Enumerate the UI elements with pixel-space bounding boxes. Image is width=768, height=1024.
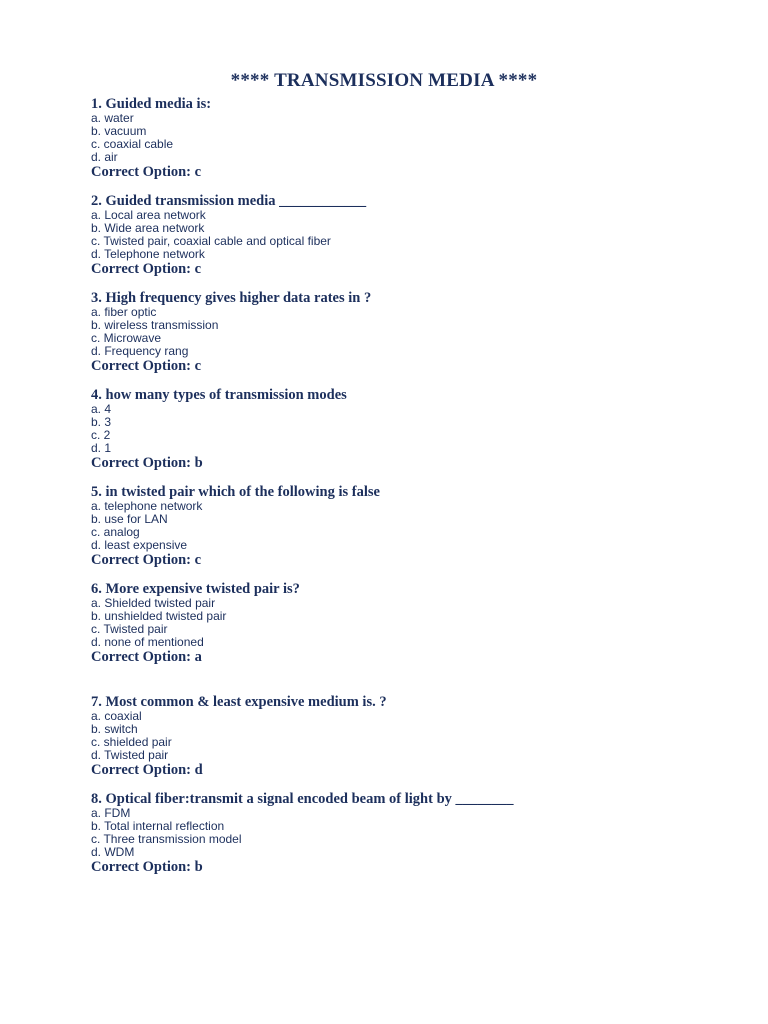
options-list [91, 403, 731, 455]
option-item: d. WDM [91, 845, 135, 859]
option-item: c. shielded pair [91, 735, 172, 749]
options-list [91, 807, 731, 859]
correct-option: Correct Option: d [91, 762, 203, 778]
correct-option: Correct Option: c [91, 164, 202, 180]
option-item: b. unshielded twisted pair [91, 609, 227, 623]
option-item: a. FDM [91, 806, 131, 820]
question-text: 5. in twisted pair which of the following is false [91, 484, 380, 500]
question-block [91, 290, 731, 374]
options-list [91, 597, 731, 649]
question-block [91, 694, 731, 778]
options-list [91, 306, 731, 358]
correct-option: Correct Option: b [91, 859, 203, 875]
question-text: 1. Guided media is: [91, 96, 212, 112]
question-text: 7. Most common & least expensive medium is. ? [91, 694, 387, 710]
question-block [91, 791, 731, 875]
question-block [91, 581, 731, 665]
question-block [91, 96, 731, 180]
option-item: b. use for LAN [91, 512, 168, 526]
option-item: c. Twisted pair, coaxial cable and optical fiber [91, 234, 331, 248]
option-item: a. 4 [91, 402, 112, 416]
correct-option: Correct Option: a [91, 649, 202, 665]
question-text: 6. More expensive twisted pair is? [91, 581, 300, 597]
options-list [91, 209, 731, 261]
option-item: c. Twisted pair [91, 622, 168, 636]
option-item: d. 1 [91, 441, 112, 455]
question-block [91, 387, 731, 471]
option-item: b. wireless transmission [91, 318, 219, 332]
option-item: b. 3 [91, 415, 112, 429]
option-item: b. Total internal reflection [91, 819, 225, 833]
question-text: 4. how many types of transmission modes [91, 387, 347, 403]
option-item: c. coaxial cable [91, 137, 174, 151]
page-title: **** TRANSMISSION MEDIA **** [230, 70, 538, 91]
option-item: d. Telephone network [91, 247, 205, 261]
question-text: 2. Guided transmission media ____________ [91, 193, 367, 209]
option-item: b. vacuum [91, 124, 147, 138]
option-item: c. Three transmission model [91, 832, 242, 846]
option-item: c. 2 [91, 428, 111, 442]
question-text: 8. Optical fiber:transmit a signal encoded beam of light by ________ [91, 791, 514, 807]
correct-option: Correct Option: c [91, 261, 202, 277]
option-item: c. analog [91, 525, 140, 539]
options-list [91, 710, 731, 762]
correct-option: Correct Option: b [91, 455, 203, 471]
option-item: b. Wide area network [91, 221, 205, 235]
option-item: a. Shielded twisted pair [91, 596, 216, 610]
option-item: d. least expensive [91, 538, 188, 552]
option-item: a. telephone network [91, 499, 203, 513]
option-item: c. Microwave [91, 331, 162, 345]
option-item: a. water [91, 111, 134, 125]
option-item: b. switch [91, 722, 138, 736]
correct-option: Correct Option: c [91, 358, 202, 374]
option-item: d. none of mentioned [91, 635, 204, 649]
options-list [91, 500, 731, 552]
option-item: d. Twisted pair [91, 748, 169, 762]
options-list [91, 112, 731, 164]
correct-option: Correct Option: c [91, 552, 202, 568]
question-block [91, 193, 731, 277]
question-block [91, 484, 731, 568]
option-item: d. Frequency rang [91, 344, 189, 358]
option-item: a. fiber optic [91, 305, 157, 319]
question-text: 3. High frequency gives higher data rates in ? [91, 290, 372, 306]
option-item: d. air [91, 150, 118, 164]
option-item: a. Local area network [91, 208, 206, 222]
option-item: a. coaxial [91, 709, 142, 723]
